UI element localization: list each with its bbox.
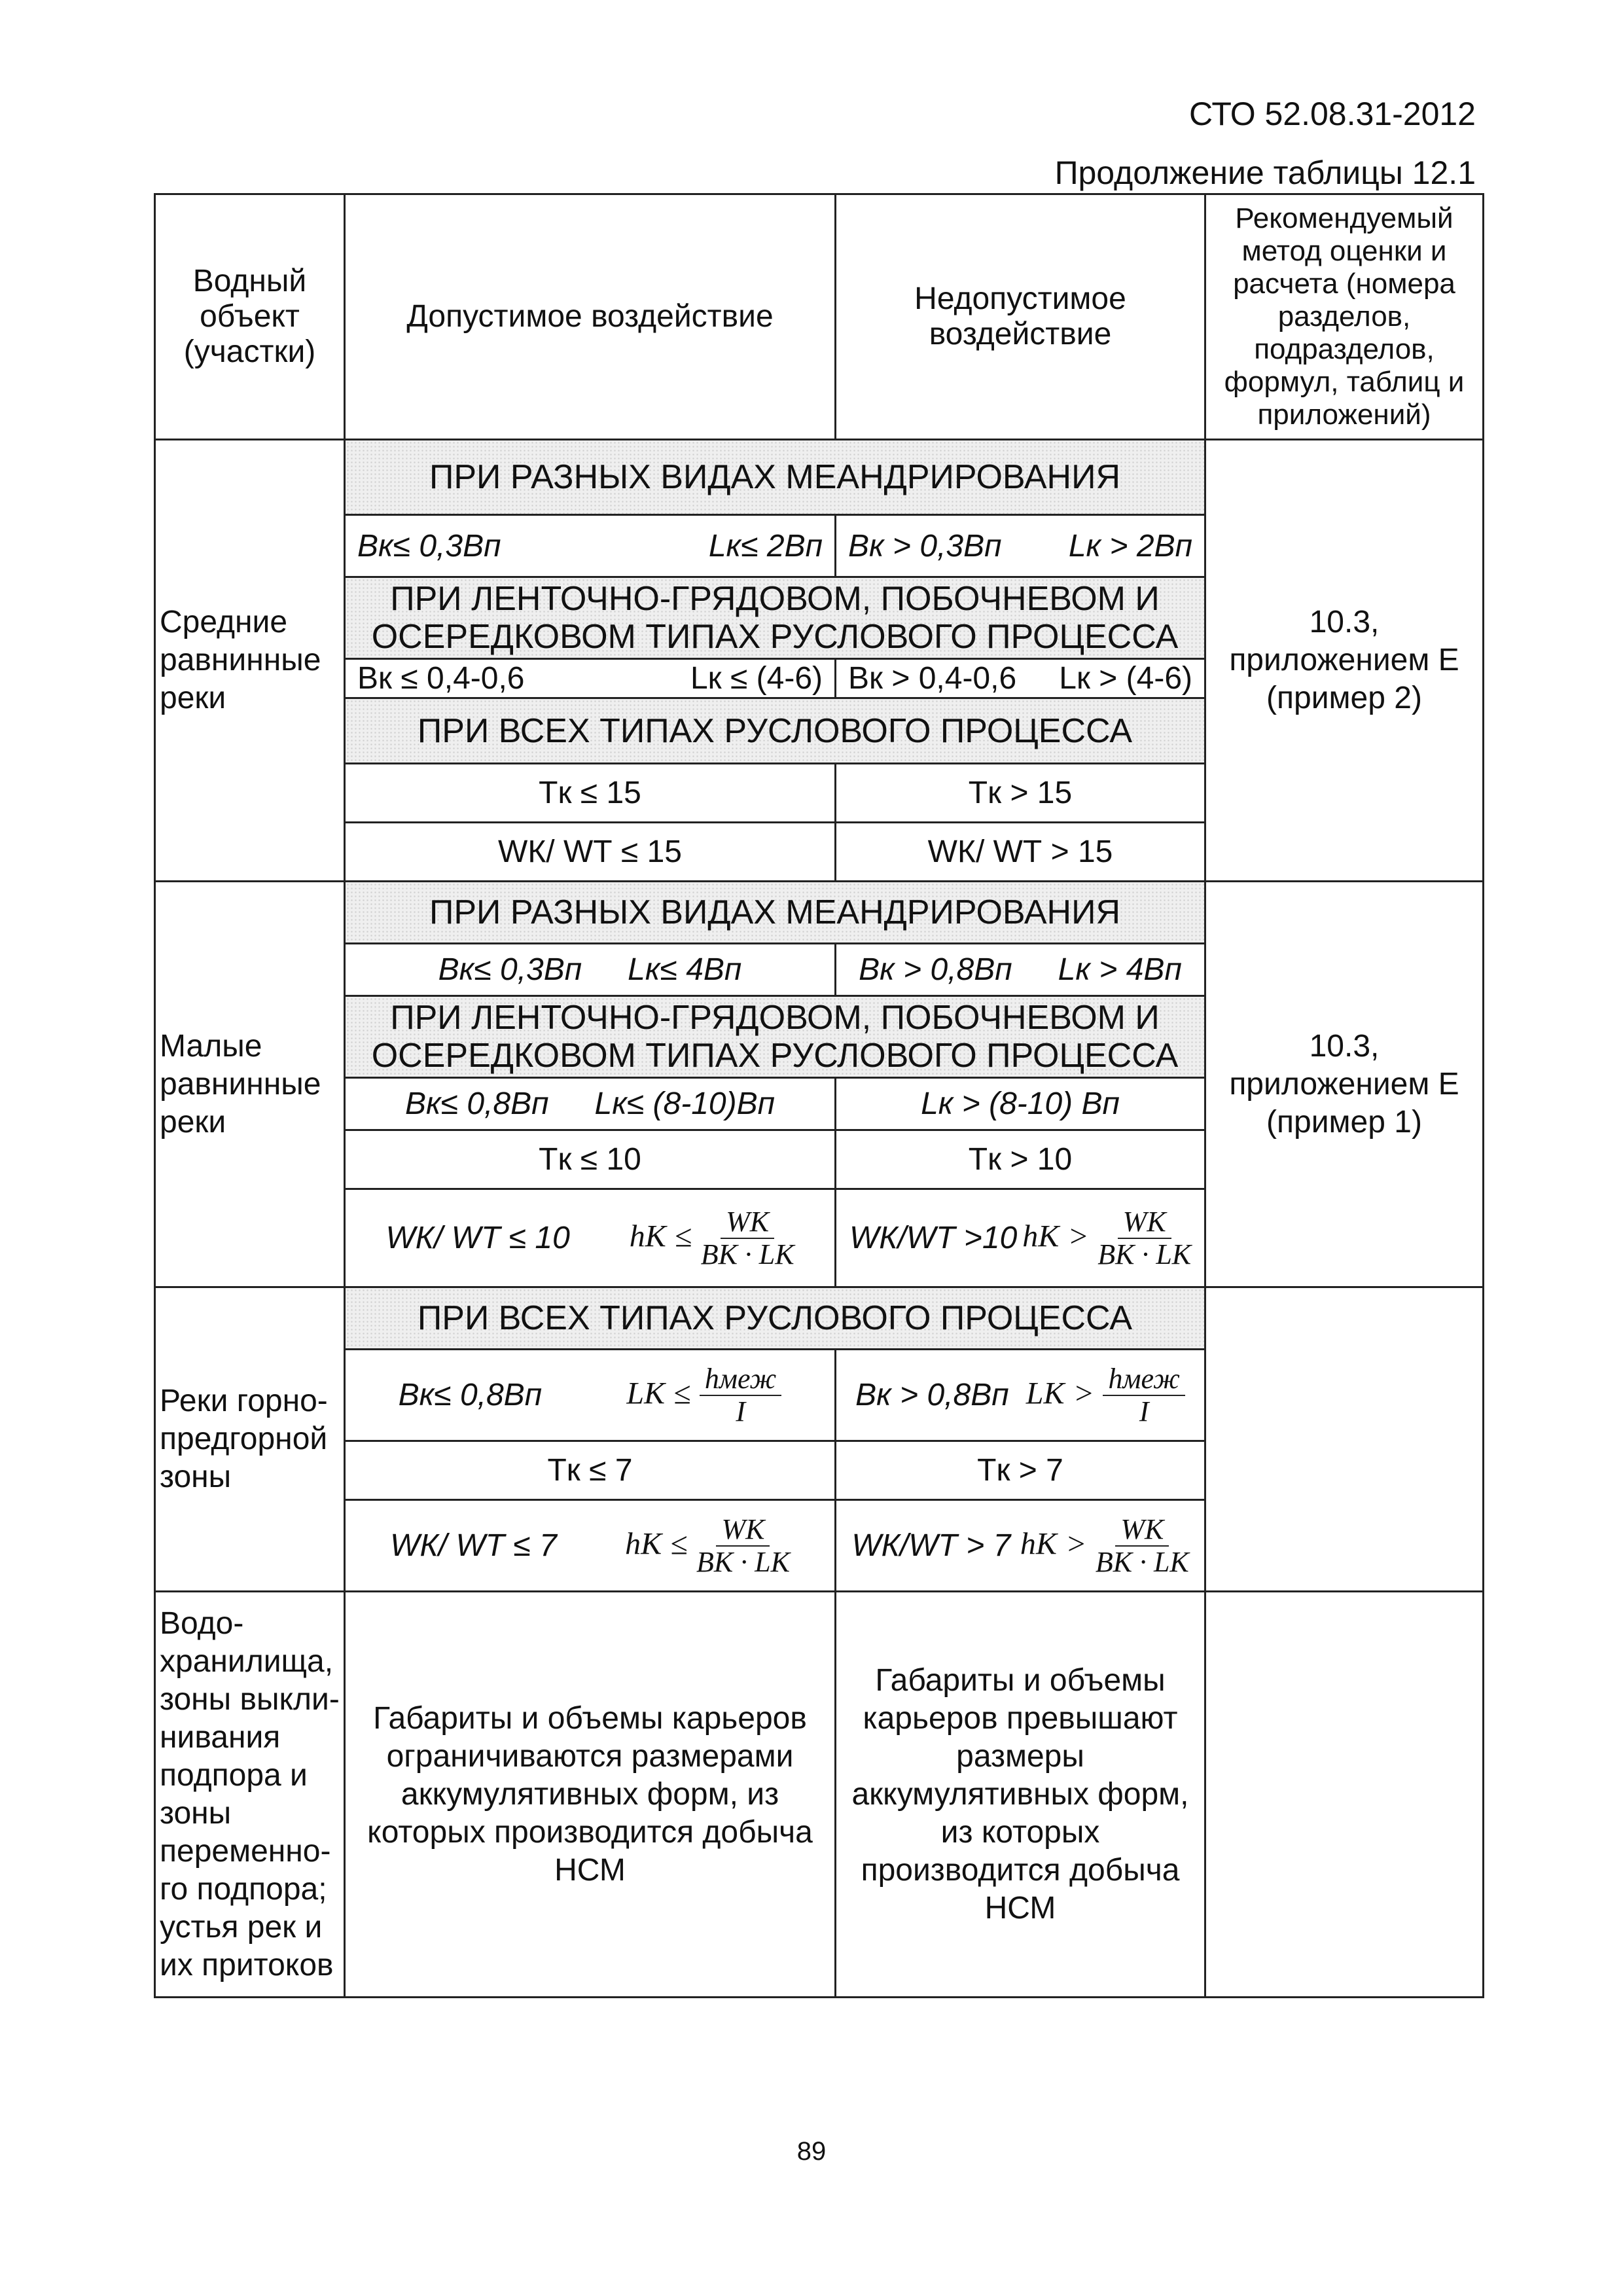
middle-ribbon-allowed-b: Bк ≤ 0,4-0,6 xyxy=(357,661,525,696)
method-middle-rivers: 10.3, приложением Е (пример 2) xyxy=(1205,440,1484,882)
hmezh-over-i-fraction xyxy=(1103,1363,1185,1427)
hmezh-over-i-fraction xyxy=(700,1363,781,1427)
small-ribbon-forbidden: Lк > (8-10) Bп xyxy=(836,1078,1205,1130)
mountain-h-formula-allowed xyxy=(625,1514,790,1578)
object-reservoirs: Водо-хранилища, зоны выкли-нивания подпора и зоны переменно-го подпора; устья рек и их притоков xyxy=(155,1592,345,1998)
middle-meander-forbidden-b: Bк > 0,3Bп xyxy=(848,528,1002,564)
fraction-denominator: BК · LК xyxy=(1095,1545,1189,1578)
fraction-numerator: hмеж xyxy=(700,1363,781,1396)
middle-meander-forbidden xyxy=(836,515,1205,577)
middle-meander-forbidden-l: Lк > 2Bп xyxy=(1068,528,1192,564)
small-meander-allowed xyxy=(345,944,836,996)
mountain-l-formula-forbidden xyxy=(1026,1363,1185,1427)
w-over-bl-fraction xyxy=(701,1206,794,1270)
small-h-formula-allowed xyxy=(630,1206,794,1270)
middle-ribbon-forbidden-l: Lк > (4-6) xyxy=(1059,661,1192,696)
page-number: 89 xyxy=(796,2137,827,2166)
small-meander-forbidden xyxy=(836,944,1205,996)
middle-ribbon-allowed xyxy=(345,659,836,698)
small-w-allowed: WК/ WТ ≤ 10 xyxy=(385,1221,570,1255)
mountain-l-formula-allowed xyxy=(626,1363,781,1427)
fraction-numerator: WК xyxy=(716,1514,770,1547)
w-over-bl-fraction xyxy=(696,1514,790,1578)
w-over-bl-fraction xyxy=(1097,1206,1191,1270)
fraction-denominator: BК · LК xyxy=(700,1238,794,1270)
header-forbidden: Недопустимое воздействие xyxy=(836,194,1205,440)
w-over-bl-fraction xyxy=(1096,1514,1189,1578)
h-symbol: hК xyxy=(1022,1219,1060,1254)
fraction-denominator: I xyxy=(736,1395,745,1427)
middle-t-forbidden: Tк > 15 xyxy=(836,764,1205,823)
object-mountain-rivers: Реки горно-предгорной зоны xyxy=(155,1287,345,1592)
small-h-formula-forbidden xyxy=(1022,1206,1191,1270)
small-ribbon-allowed xyxy=(345,1078,836,1130)
middle-meander-allowed-l: Lк≤ 2Bп xyxy=(708,528,823,564)
small-ribbon-allowed-b: Bк≤ 0,8Bп xyxy=(404,1086,549,1121)
reservoirs-forbidden: Габариты и объемы карьеров превышают размеры аккумулятивных форм, из которых производится добыча НСМ xyxy=(836,1592,1205,1998)
section-all-types-middle: ПРИ ВСЕХ ТИПАХ РУСЛОВОГО ПРОЦЕССА xyxy=(345,698,1205,764)
middle-w-allowed: WК/ WТ ≤ 15 xyxy=(345,823,836,882)
header-method: Рекомендуемый метод оценки и расчета (номера разделов, подразделов, формул, таблиц и приложений) xyxy=(1205,194,1484,440)
table-header-row xyxy=(155,194,1484,440)
object-small-rivers: Малые равнинные реки xyxy=(155,882,345,1287)
l-symbol: LК xyxy=(1026,1376,1065,1411)
mountain-allowed-b: Bк≤ 0,8Bп xyxy=(398,1378,543,1412)
section-meander-small: ПРИ РАЗНЫХ ВИДАХ МЕАНДРИРОВАНИЯ xyxy=(345,882,1205,944)
small-w-allowed-cell xyxy=(345,1189,836,1287)
small-meander-allowed-l: Lк≤ 4Bп xyxy=(628,952,742,987)
mountain-t-forbidden: Tк > 7 xyxy=(836,1441,1205,1500)
mountain-w-forbidden-cell xyxy=(836,1500,1205,1592)
fraction-denominator: I xyxy=(1139,1395,1149,1427)
method-small-rivers: 10.3, приложением Е (пример 1) xyxy=(1205,882,1484,1287)
small-meander-allowed-b: Bк≤ 0,3Bп xyxy=(438,952,582,987)
middle-ribbon-allowed-l: Lк ≤ (4-6) xyxy=(690,661,823,696)
h-symbol: hК xyxy=(629,1219,666,1254)
small-w-forbidden: WК/WТ >10 xyxy=(849,1221,1018,1255)
small-meander-forbidden-b: Bк > 0,8Bп xyxy=(859,952,1012,987)
small-t-allowed: Tк ≤ 10 xyxy=(345,1130,836,1189)
fraction-denominator: BК · LК xyxy=(1097,1238,1192,1270)
header-water-object: Водный объект (участки) xyxy=(155,194,345,440)
header-allowed: Допустимое воздействие xyxy=(345,194,836,440)
fraction-denominator: BК · LК xyxy=(696,1545,790,1578)
method-mountain-rivers xyxy=(1205,1287,1484,1592)
le-sign: ≤ xyxy=(670,1526,688,1562)
middle-t-allowed: Tк ≤ 15 xyxy=(345,764,836,823)
small-t-forbidden: Tк > 10 xyxy=(836,1130,1205,1189)
middle-meander-allowed xyxy=(345,515,836,577)
small-meander-forbidden-l: Lк > 4Bп xyxy=(1058,952,1182,987)
mountain-t-allowed: Tк ≤ 7 xyxy=(345,1441,836,1500)
mountain-forbidden-b: Bк > 0,8Bп xyxy=(855,1378,1009,1412)
l-symbol: LК xyxy=(626,1376,665,1411)
section-meander: ПРИ РАЗНЫХ ВИДАХ МЕАНДРИРОВАНИЯ xyxy=(345,440,1205,515)
middle-ribbon-forbidden xyxy=(836,659,1205,698)
mountain-w-allowed: WК/ WТ ≤ 7 xyxy=(390,1528,557,1563)
fraction-numerator: WК xyxy=(1118,1206,1171,1239)
object-middle-rivers: Средние равнинные реки xyxy=(155,440,345,882)
mountain-w-forbidden: WК/WТ > 7 xyxy=(851,1528,1011,1563)
document-code: СТО 52.08.31-2012 xyxy=(1188,96,1476,132)
h-symbol: hК xyxy=(1020,1526,1057,1562)
reservoirs-allowed: Габариты и объемы карьеров ограничиваются размерами аккумулятивных форм, из которых производится добыча НСМ xyxy=(345,1592,836,1998)
fraction-numerator: WК xyxy=(1115,1514,1169,1547)
section-ribbon-small: ПРИ ЛЕНТОЧНО-ГРЯДОВОМ, ПОБОЧНЕВОМ И ОСЕРЕДКОВОМ ТИПАХ РУСЛОВОГО ПРОЦЕССА xyxy=(345,996,1205,1078)
mountain-w-allowed-cell xyxy=(345,1500,836,1592)
mountain-h-formula-forbidden xyxy=(1020,1514,1189,1578)
small-w-forbidden-cell xyxy=(836,1189,1205,1287)
mountain-forbidden-cell xyxy=(836,1350,1205,1441)
fraction-numerator: hмеж xyxy=(1103,1363,1185,1396)
le-sign: ≤ xyxy=(673,1376,691,1411)
fraction-numerator: WК xyxy=(721,1206,774,1239)
gt-sign: > xyxy=(1065,1526,1087,1562)
gt-sign: > xyxy=(1073,1376,1095,1411)
le-sign: ≤ xyxy=(675,1219,692,1254)
table-caption: Продолжение таблицы 12.1 xyxy=(1054,154,1476,191)
mountain-allowed-cell xyxy=(345,1350,836,1441)
gt-sign: > xyxy=(1067,1219,1089,1254)
section-ribbon: ПРИ ЛЕНТОЧНО-ГРЯДОВОМ, ПОБОЧНЕВОМ И ОСЕРЕДКОВОМ ТИПАХ РУСЛОВОГО ПРОЦЕССА xyxy=(345,577,1205,659)
middle-w-forbidden: WК/ WТ > 15 xyxy=(836,823,1205,882)
small-ribbon-allowed-l: Lк≤ (8-10)Bп xyxy=(594,1086,776,1121)
h-symbol: hК xyxy=(625,1526,662,1562)
middle-meander-allowed-b: Bк≤ 0,3Bп xyxy=(357,528,501,564)
impact-table xyxy=(154,193,1484,1998)
middle-ribbon-forbidden-b: Bк > 0,4-0,6 xyxy=(848,661,1017,696)
method-reservoirs xyxy=(1205,1592,1484,1998)
section-all-types-mountain: ПРИ ВСЕХ ТИПАХ РУСЛОВОГО ПРОЦЕССА xyxy=(345,1287,1205,1350)
